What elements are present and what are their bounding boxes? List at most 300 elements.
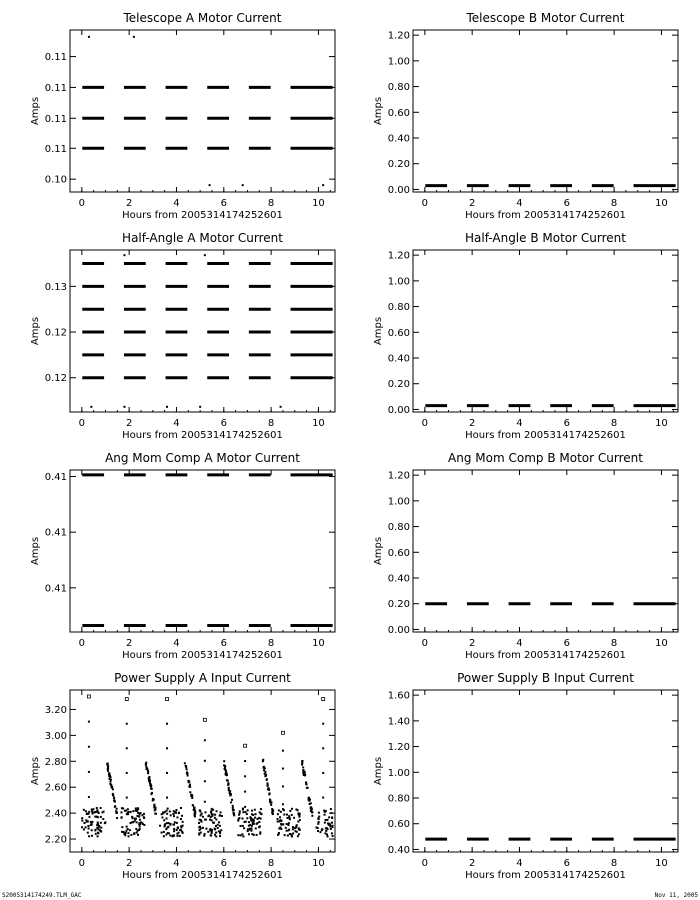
data-point [153, 799, 155, 801]
data-point [176, 829, 178, 831]
data-point [172, 835, 174, 837]
data-point [277, 813, 279, 815]
data-point [244, 791, 246, 793]
x-tick-label: 2 [125, 198, 133, 209]
data-point [208, 814, 210, 816]
y-tick-label: 0.12 [44, 327, 67, 339]
x-tick-label: 2 [468, 638, 476, 649]
data-point [125, 830, 127, 832]
data-point [126, 797, 128, 799]
data-point [330, 828, 332, 830]
data-point [116, 817, 118, 819]
data-point [167, 808, 169, 810]
data-point [123, 254, 125, 256]
data-point [265, 775, 267, 777]
data-point [132, 821, 134, 823]
data-point [130, 834, 132, 836]
data-point [231, 799, 233, 801]
x-tick-label: 10 [312, 638, 325, 649]
y-tick-label: 0.10 [44, 174, 67, 186]
data-point [256, 834, 258, 836]
data-point [180, 825, 182, 827]
data-point [150, 785, 152, 787]
peak-point [203, 718, 206, 721]
data-point [332, 825, 334, 827]
x-tick-label: 8 [267, 198, 275, 209]
data-point [165, 828, 167, 830]
data-point [305, 783, 307, 785]
data-point [120, 811, 122, 813]
x-tick-label: 2 [468, 858, 476, 869]
data-point [166, 810, 168, 812]
x-tick-label: 2 [125, 858, 133, 869]
data-point [297, 835, 299, 837]
data-point [331, 817, 333, 819]
data-point [209, 819, 211, 821]
data-point [270, 804, 272, 806]
data-point [311, 811, 313, 813]
chart-title: Telescope A Motor Current [123, 11, 282, 25]
data-point [328, 816, 330, 818]
data-point [178, 812, 180, 814]
data-point [116, 808, 118, 810]
data-point [224, 766, 226, 768]
x-axis-label: Hours from 2005314174252601 [122, 870, 283, 881]
data-point [137, 834, 139, 836]
data-point [247, 809, 249, 811]
data-point [163, 819, 165, 821]
data-point [219, 815, 221, 817]
data-point [217, 824, 219, 826]
y-tick-label: 0.60 [387, 327, 410, 339]
data-point [250, 827, 252, 829]
data-point [189, 791, 191, 793]
data-point [202, 827, 204, 829]
data-point [191, 795, 193, 797]
data-point [204, 739, 206, 741]
footer-date: Nov 11, 2005 [654, 892, 698, 899]
data-point [185, 765, 187, 767]
data-point [205, 819, 207, 821]
y-tick-label: 0.11 [44, 113, 67, 125]
x-tick-label: 10 [655, 638, 668, 649]
data-point [298, 816, 300, 818]
data-point [256, 823, 258, 825]
data-point [169, 824, 171, 826]
x-tick-label: 8 [610, 418, 618, 429]
data-point [317, 830, 319, 832]
data-point [123, 406, 125, 408]
y-tick-label: 0.80 [387, 82, 410, 94]
panel-3 [373, 231, 678, 441]
y-axis-label: Amps [30, 316, 41, 346]
data-point [249, 816, 251, 818]
data-point [143, 817, 145, 819]
data-point [98, 812, 100, 814]
data-point [295, 826, 297, 828]
data-point [202, 816, 204, 818]
x-axis-label: Hours from 2005314174252601 [465, 210, 626, 221]
data-point [220, 811, 222, 813]
data-point [166, 723, 168, 725]
data-point [111, 787, 113, 789]
data-point [116, 812, 118, 814]
data-point [298, 828, 300, 830]
x-tick-label: 0 [421, 858, 429, 869]
data-point [317, 823, 319, 825]
data-point [187, 774, 189, 776]
data-point [153, 805, 155, 807]
data-point [303, 769, 305, 771]
data-point [210, 811, 212, 813]
y-tick-label: 0.20 [387, 379, 410, 391]
plot-frame [70, 30, 335, 192]
data-point [175, 812, 177, 814]
data-point [229, 794, 231, 796]
data-point [109, 776, 111, 778]
x-tick-label: 2 [125, 638, 133, 649]
panel-5 [373, 451, 678, 661]
peak-point [166, 698, 169, 701]
data-point [182, 821, 184, 823]
data-point [207, 831, 209, 833]
data-point [96, 809, 98, 811]
y-axis-label: Amps [30, 536, 41, 566]
data-point [237, 820, 239, 822]
data-point [251, 813, 253, 815]
data-point [133, 832, 135, 834]
plot-frame [413, 690, 678, 852]
x-tick-label: 4 [516, 198, 523, 209]
data-point [146, 768, 148, 770]
y-tick-label: 1.40 [387, 716, 410, 728]
data-point [244, 806, 246, 808]
data-point [81, 826, 83, 828]
data-point [198, 834, 200, 836]
data-point [121, 816, 123, 818]
x-tick-label: 2 [468, 198, 476, 209]
data-point [242, 825, 244, 827]
data-point [85, 810, 87, 812]
chart-title: Telescope B Motor Current [466, 11, 625, 25]
panel-7 [373, 671, 678, 881]
x-axis-label: Hours from 2005314174252601 [122, 430, 283, 441]
data-point [286, 814, 288, 816]
y-tick-label: 3.20 [44, 704, 67, 716]
data-point [81, 817, 83, 819]
x-tick-label: 6 [563, 638, 570, 649]
data-point [90, 406, 92, 408]
data-point [310, 806, 312, 808]
data-point [85, 826, 87, 828]
data-point [268, 793, 270, 795]
data-point [88, 36, 90, 38]
data-point [91, 835, 93, 837]
data-point [115, 810, 117, 812]
x-tick-label: 10 [655, 198, 668, 209]
data-point [163, 835, 165, 837]
y-tick-label: 1.00 [387, 56, 410, 68]
x-tick-label: 8 [610, 638, 618, 649]
data-point [163, 831, 165, 833]
data-point [129, 822, 131, 824]
data-point [100, 822, 102, 824]
data-point [145, 763, 147, 765]
data-point [97, 823, 99, 825]
data-point [328, 823, 330, 825]
data-point [166, 747, 168, 749]
data-point [139, 813, 141, 815]
data-point [311, 808, 313, 810]
data-point [254, 817, 256, 819]
data-point [191, 797, 193, 799]
data-point [259, 811, 261, 813]
chart-title: Power Supply B Input Current [457, 671, 634, 685]
y-tick-label: 0.11 [44, 143, 67, 155]
data-point [181, 815, 183, 817]
data-point [94, 829, 96, 831]
data-point [166, 813, 168, 815]
data-point [294, 830, 296, 832]
data-point [249, 824, 251, 826]
data-point [315, 827, 317, 829]
data-point [83, 829, 85, 831]
y-tick-label: 1.20 [387, 742, 410, 754]
data-point [232, 805, 234, 807]
data-point [110, 784, 112, 786]
x-tick-label: 4 [173, 198, 180, 209]
y-tick-label: 0.40 [387, 573, 410, 585]
data-point [309, 803, 311, 805]
data-point [245, 821, 247, 823]
data-point [121, 826, 123, 828]
data-point [277, 818, 279, 820]
data-point [176, 816, 178, 818]
data-point [225, 770, 227, 772]
data-point [259, 833, 261, 835]
data-point [200, 814, 202, 816]
data-point [126, 723, 128, 725]
data-point [326, 819, 328, 821]
data-point [113, 800, 115, 802]
data-point [169, 810, 171, 812]
y-tick-label: 3.00 [44, 730, 67, 742]
plot-frame [70, 470, 335, 632]
data-point [219, 832, 221, 834]
data-point [178, 832, 180, 834]
data-point [83, 822, 85, 824]
data-point [282, 768, 284, 770]
data-point [199, 810, 201, 812]
y-tick-label: 2.40 [44, 808, 67, 820]
data-point [136, 832, 138, 834]
data-point [126, 747, 128, 749]
x-tick-label: 4 [516, 638, 523, 649]
data-point [139, 819, 141, 821]
data-point [212, 809, 214, 811]
y-tick-label: 0.40 [387, 844, 410, 856]
data-point [291, 808, 293, 810]
data-point [166, 772, 168, 774]
data-point [282, 785, 284, 787]
y-tick-label: 2.60 [44, 782, 67, 794]
data-point [230, 801, 232, 803]
data-point [155, 813, 157, 815]
data-point [318, 816, 320, 818]
x-tick-label: 10 [312, 198, 325, 209]
data-point [193, 807, 195, 809]
data-point [209, 184, 211, 186]
x-tick-label: 0 [78, 418, 86, 429]
data-point [243, 827, 245, 829]
x-tick-label: 4 [516, 858, 523, 869]
data-point [298, 833, 300, 835]
data-point [184, 762, 186, 764]
data-point [324, 814, 326, 816]
data-point [248, 833, 250, 835]
chart-title: Half-Angle B Motor Current [465, 231, 626, 245]
data-point [301, 760, 303, 762]
data-point [204, 254, 206, 256]
plot-frame [413, 30, 678, 192]
data-point [215, 835, 217, 837]
x-tick-label: 4 [173, 858, 180, 869]
data-point [288, 822, 290, 824]
data-point [145, 766, 147, 768]
data-point [203, 835, 205, 837]
data-point [239, 810, 241, 812]
data-point [296, 824, 298, 826]
data-point [287, 834, 289, 836]
y-tick-label: 0.11 [44, 52, 67, 64]
data-point [218, 821, 220, 823]
data-point [87, 820, 89, 822]
data-point [91, 811, 93, 813]
data-point [166, 818, 168, 820]
data-point [123, 831, 125, 833]
data-point [326, 828, 328, 830]
data-point [87, 832, 89, 834]
y-tick-label: 1.20 [387, 470, 410, 482]
data-point [270, 801, 272, 803]
data-point [136, 815, 138, 817]
y-axis-label: Amps [373, 536, 384, 566]
data-point [161, 813, 163, 815]
data-point [240, 825, 242, 827]
data-point [249, 829, 251, 831]
data-point [136, 821, 138, 823]
data-point [138, 829, 140, 831]
data-point [215, 819, 217, 821]
x-tick-label: 8 [610, 198, 618, 209]
data-point [204, 760, 206, 762]
data-point [219, 835, 221, 837]
data-point [88, 816, 90, 818]
data-point [233, 814, 235, 816]
x-tick-label: 2 [468, 418, 476, 429]
data-point [200, 819, 202, 821]
data-point [277, 821, 279, 823]
data-point [176, 822, 178, 824]
data-point [135, 818, 137, 820]
peak-point [244, 744, 247, 747]
data-point [88, 835, 90, 837]
data-point [100, 827, 102, 829]
data-point [277, 834, 279, 836]
data-point [242, 818, 244, 820]
x-tick-label: 6 [220, 858, 227, 869]
x-axis-label: Hours from 2005314174252601 [465, 430, 626, 441]
y-axis-label: Amps [30, 756, 41, 786]
x-tick-label: 6 [220, 198, 227, 209]
data-point [100, 816, 102, 818]
x-tick-label: 6 [563, 418, 570, 429]
data-point [204, 801, 206, 803]
y-axis-label: Amps [30, 96, 41, 126]
data-point [173, 828, 175, 830]
x-tick-label: 4 [516, 418, 523, 429]
data-point [242, 811, 244, 813]
data-points [81, 695, 334, 837]
data-point [214, 828, 216, 830]
y-tick-label: 0.13 [44, 281, 67, 293]
data-point [205, 828, 207, 830]
y-tick-label: 1.00 [387, 496, 410, 508]
plot-frame [413, 470, 678, 632]
data-point [292, 832, 294, 834]
data-point [326, 833, 328, 835]
data-point [255, 827, 257, 829]
data-point [129, 829, 131, 831]
data-point [280, 828, 282, 830]
data-point [282, 803, 284, 805]
data-point [214, 817, 216, 819]
y-tick-label: 0.60 [387, 819, 410, 831]
data-point [135, 828, 137, 830]
peak-point [87, 695, 90, 698]
panel-0 [30, 11, 335, 221]
data-point [322, 797, 324, 799]
x-tick-label: 0 [78, 858, 86, 869]
data-point [223, 764, 225, 766]
data-point [242, 808, 244, 810]
data-point [88, 721, 90, 723]
data-point [246, 817, 248, 819]
data-point [166, 406, 168, 408]
data-point [262, 760, 264, 762]
data-point [252, 823, 254, 825]
data-point [324, 822, 326, 824]
data-point [199, 406, 201, 408]
data-point [88, 796, 90, 798]
data-point [223, 760, 225, 762]
data-point [242, 835, 244, 837]
y-tick-label: 0.40 [387, 133, 410, 145]
data-point [290, 834, 292, 836]
data-point [285, 827, 287, 829]
x-tick-label: 4 [173, 638, 180, 649]
data-point [245, 811, 247, 813]
y-tick-label: 1.00 [387, 276, 410, 288]
chart-title: Ang Mom Comp A Motor Current [105, 451, 300, 465]
data-point [280, 811, 282, 813]
data-point [318, 821, 320, 823]
data-point [193, 809, 195, 811]
data-point [166, 797, 168, 799]
data-point [327, 835, 329, 837]
data-point [322, 723, 324, 725]
y-tick-label: 0.00 [387, 624, 410, 636]
